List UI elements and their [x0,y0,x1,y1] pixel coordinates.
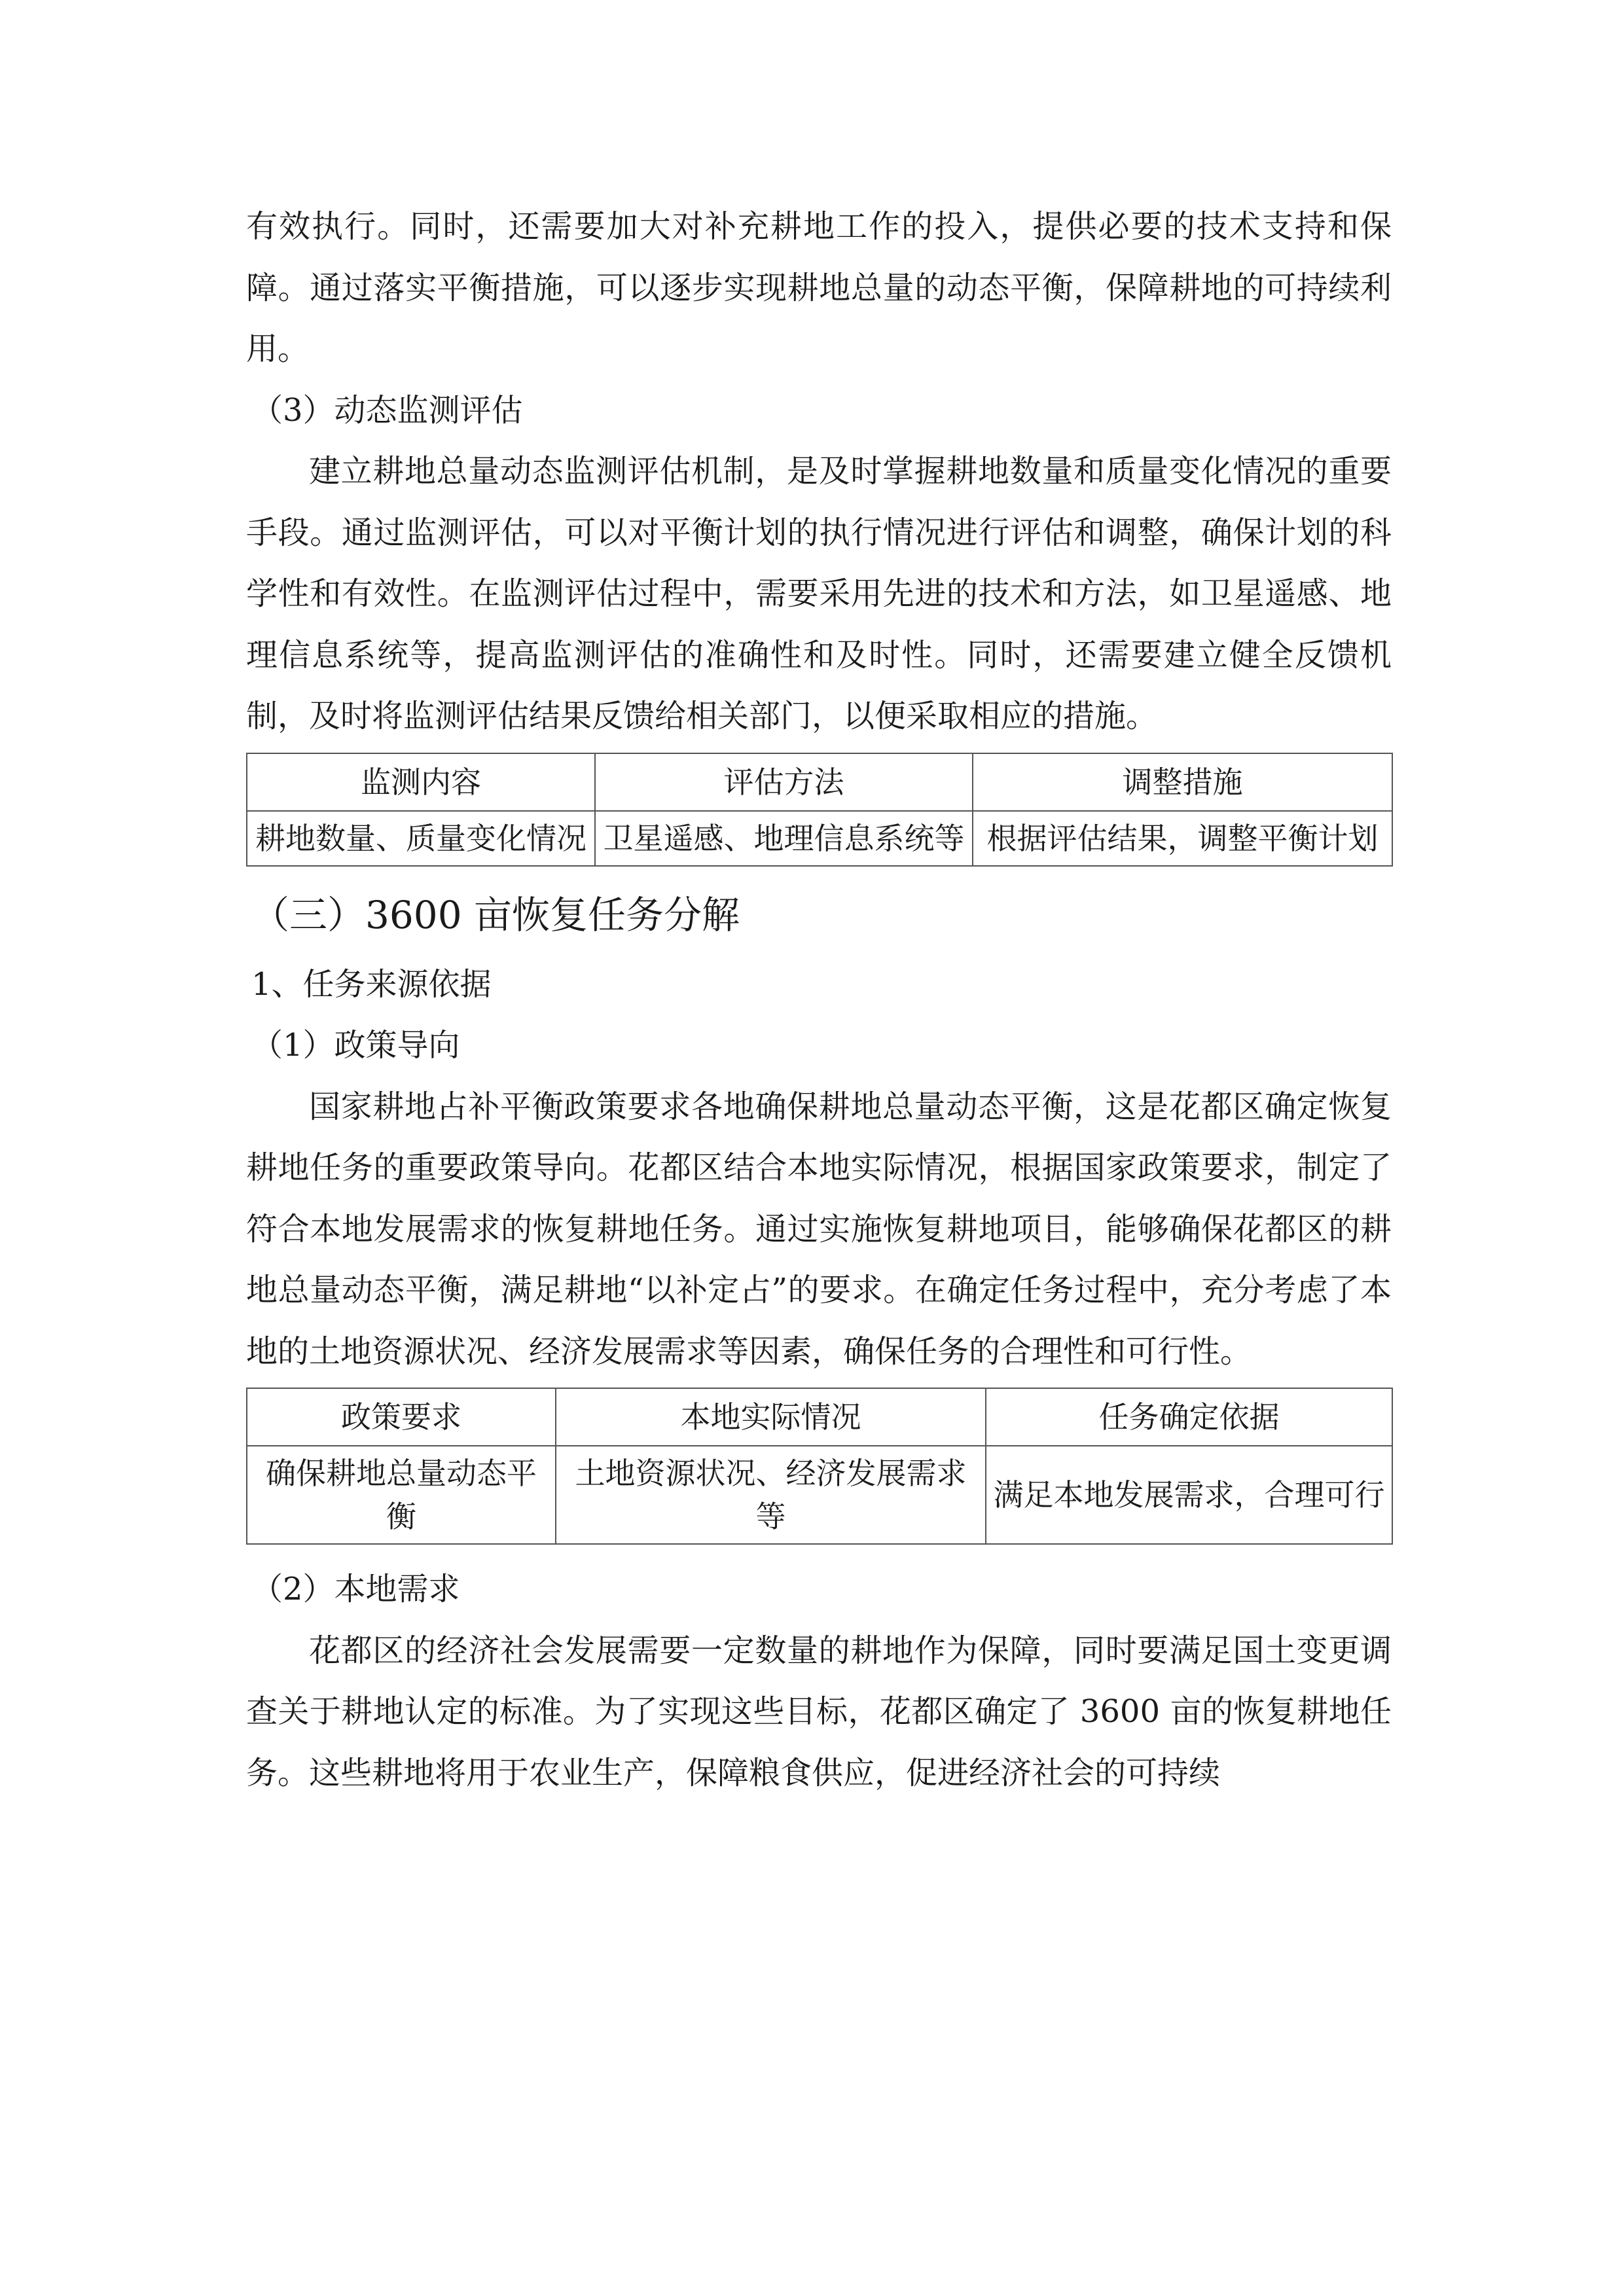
table-header-cell: 调整措施 [973,753,1392,811]
heading-task-source: 1、任务来源依据 [251,965,492,1003]
table-header-cell: 政策要求 [247,1388,556,1446]
table-cell: 土地资源状况、经济发展需求等 [556,1446,986,1544]
table-cell: 卫星遥感、地理信息系统等 [595,811,973,866]
heading-local-demand: （2）本地需求 [251,1571,460,1607]
table-row [247,811,1392,866]
paragraph-monitoring-mechanism: 建立耕地总量动态监测评估机制，是及时掌握耕地数量和质量变化情况的重要手段。通过监测评估，可以对平衡计划的执行情况进行评估和调整，确保计划的科学性和有效性。在监测评估过程中，需要采用先进的技术和方法，如卫星遥感、地理信息系统等，提高监测评估的准确性和及时性。同时，还需要建立健全反馈机制，及时将监测评估结果反馈给相关部门，以便采取相应的措施。 [246,453,1392,734]
table-cell: 根据评估结果，调整平衡计划 [973,811,1392,866]
page-content [246,196,1392,1804]
table-header-cell: 任务确定依据 [986,1388,1392,1446]
table-header-cell: 本地实际情况 [556,1388,986,1446]
section-heading-task-decomposition: （三）3600 亩恢复任务分解 [251,892,740,937]
table-row [247,1446,1392,1544]
monitoring-table [246,753,1393,867]
heading-policy-guidance: （1）政策导向 [251,1027,460,1064]
paragraph-local-demand: 花都区的经济社会发展需要一定数量的耕地作为保障，同时要满足国土变更调查关于耕地认定的标准。为了实现这些目标，花都区确定了 3600 亩的恢复耕地任务。这些耕地将用于农业生产，保障粮食供应，促进经济社会的可持续 [246,1632,1392,1791]
table-cell: 确保耕地总量动态平衡 [247,1446,556,1544]
table-header-row [247,753,1392,811]
policy-table [246,1388,1393,1545]
table-header-cell: 监测内容 [247,753,595,811]
table-header-cell: 评估方法 [595,753,973,811]
paragraph-policy-guidance: 国家耕地占补平衡政策要求各地确保耕地总量动态平衡，这是花都区确定恢复耕地任务的重要政策导向。花都区结合本地实际情况，根据国家政策要求，制定了符合本地发展需求的恢复耕地任务。通过实施恢复耕地项目，能够确保花都区的耕地总量动态平衡，满足耕地“以补定占”的要求。在确定任务过程中，充分考虑了本地的土地资源状况、经济发展需求等因素，确保任务的合理性和可行性。 [246,1088,1392,1370]
table-cell: 满足本地发展需求，合理可行 [986,1446,1392,1544]
table-header-row [247,1388,1392,1446]
table-cell: 耕地数量、质量变化情况 [247,811,595,866]
heading-dynamic-monitoring: （3）动态监测评估 [251,391,523,429]
paragraph-balance-measures: 有效执行。同时，还需要加大对补充耕地工作的投入，提供必要的技术支持和保障。通过落实平衡措施，可以逐步实现耕地总量的动态平衡，保障耕地的可持续利用。 [246,208,1392,367]
